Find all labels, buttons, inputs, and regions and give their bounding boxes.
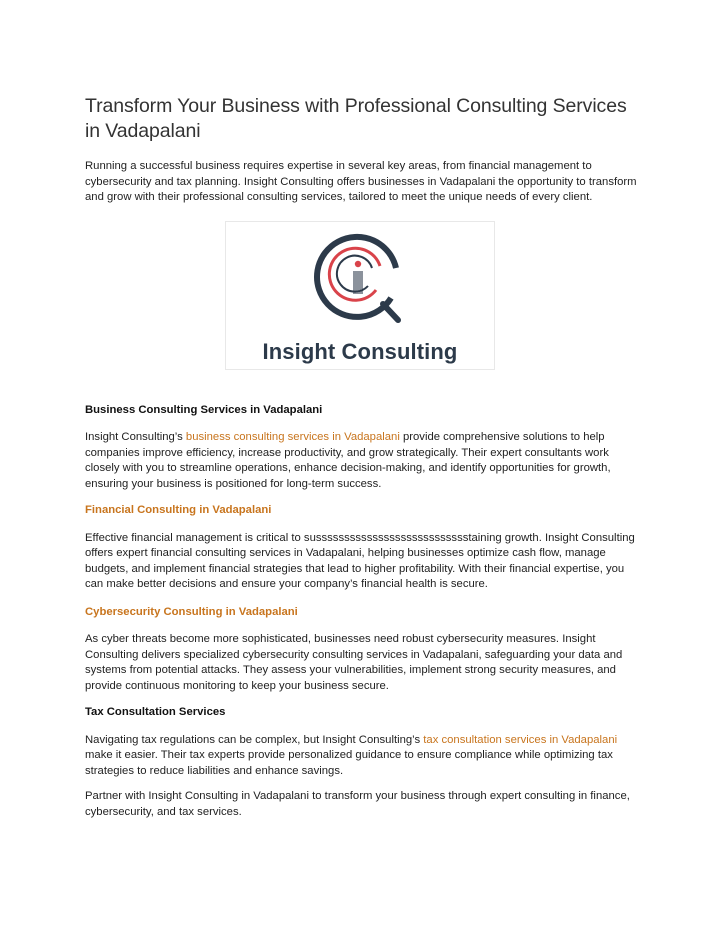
tax-text-before: Navigating tax regulations can be complex, but Insight Consulting’s [85,733,424,746]
logo-wordmark: Insight Consulting [262,338,458,364]
closing-paragraph: Partner with Insight Consulting in Vadapalani to transform your business through expert consulting in finance, cybersecurity, and tax services. [85,790,630,818]
magnifier-i-icon [306,228,416,332]
financial-consulting-paragraph: Effective financial management is critical to sussssssssssssssssssssssssssstaining growth. Insight Consulting offers expert financial consulting services in Vadapalani, helping businesses optimize cash flow, manage budgets, and implement financial strategies that lead to higher profitability. With their financial expertise, you can make better decisions and ensure your company’s financial health is secure. [85,531,635,590]
business-consulting-paragraph [85,430,637,492]
business-consulting-heading: Business Consulting Services in Vadapalani [85,403,323,416]
business-text-before: Insight Consulting’s [85,431,186,443]
tax-consultation-heading: Tax Consultation Services [85,706,226,718]
financial-consulting-heading[interactable]: Financial Consulting in Vadapalani [85,504,272,516]
tax-consultation-paragraph [85,733,637,780]
cybersecurity-paragraph: As cyber threats become more sophisticated, businesses need robust cybersecurity measures. Insight Consulting delivers specialized cybersecurity consulting services in Vadapalani, safeguarding your data and systems from potential attacks. They assess your vulnerabilities, implement strong security measures, and provide continuous monitoring to keep your business secure. [85,633,623,692]
business-consulting-link[interactable]: business consulting services in Vadapalani [185,431,400,443]
tax-consultation-link[interactable]: tax consultation services in Vadapalani [423,733,618,746]
company-logo [225,221,495,370]
intro-paragraph: Running a successful business requires expertise in several key areas, from financial management to cybersecurity and tax planning. Insight Consulting offers businesses in Vadapalani the opportunity to transform and grow with their professional consulting services, tailored to meet the unique needs of every client. [85,160,637,203]
business-text-after: provide comprehensive solutions to help companies improve efficiency, increase productivity, and grow strategically. Their expert consultants work closely with you to streamline operations, enhance decision-making, and identify opportunities for growth, ensuring your business is positioned for long-term success. [85,431,611,490]
article-title: Transform Your Business with Professional Consulting Services in Vadapalani [85,95,627,142]
article-body [85,94,637,820]
tax-text-after: make it easier. Their tax experts provide personalized guidance to ensure compliance while optimizing tax strategies to reduce liabilities and enhance savings. [85,749,613,777]
cybersecurity-consulting-heading[interactable]: Cybersecurity Consulting in Vadapalani [85,605,298,618]
